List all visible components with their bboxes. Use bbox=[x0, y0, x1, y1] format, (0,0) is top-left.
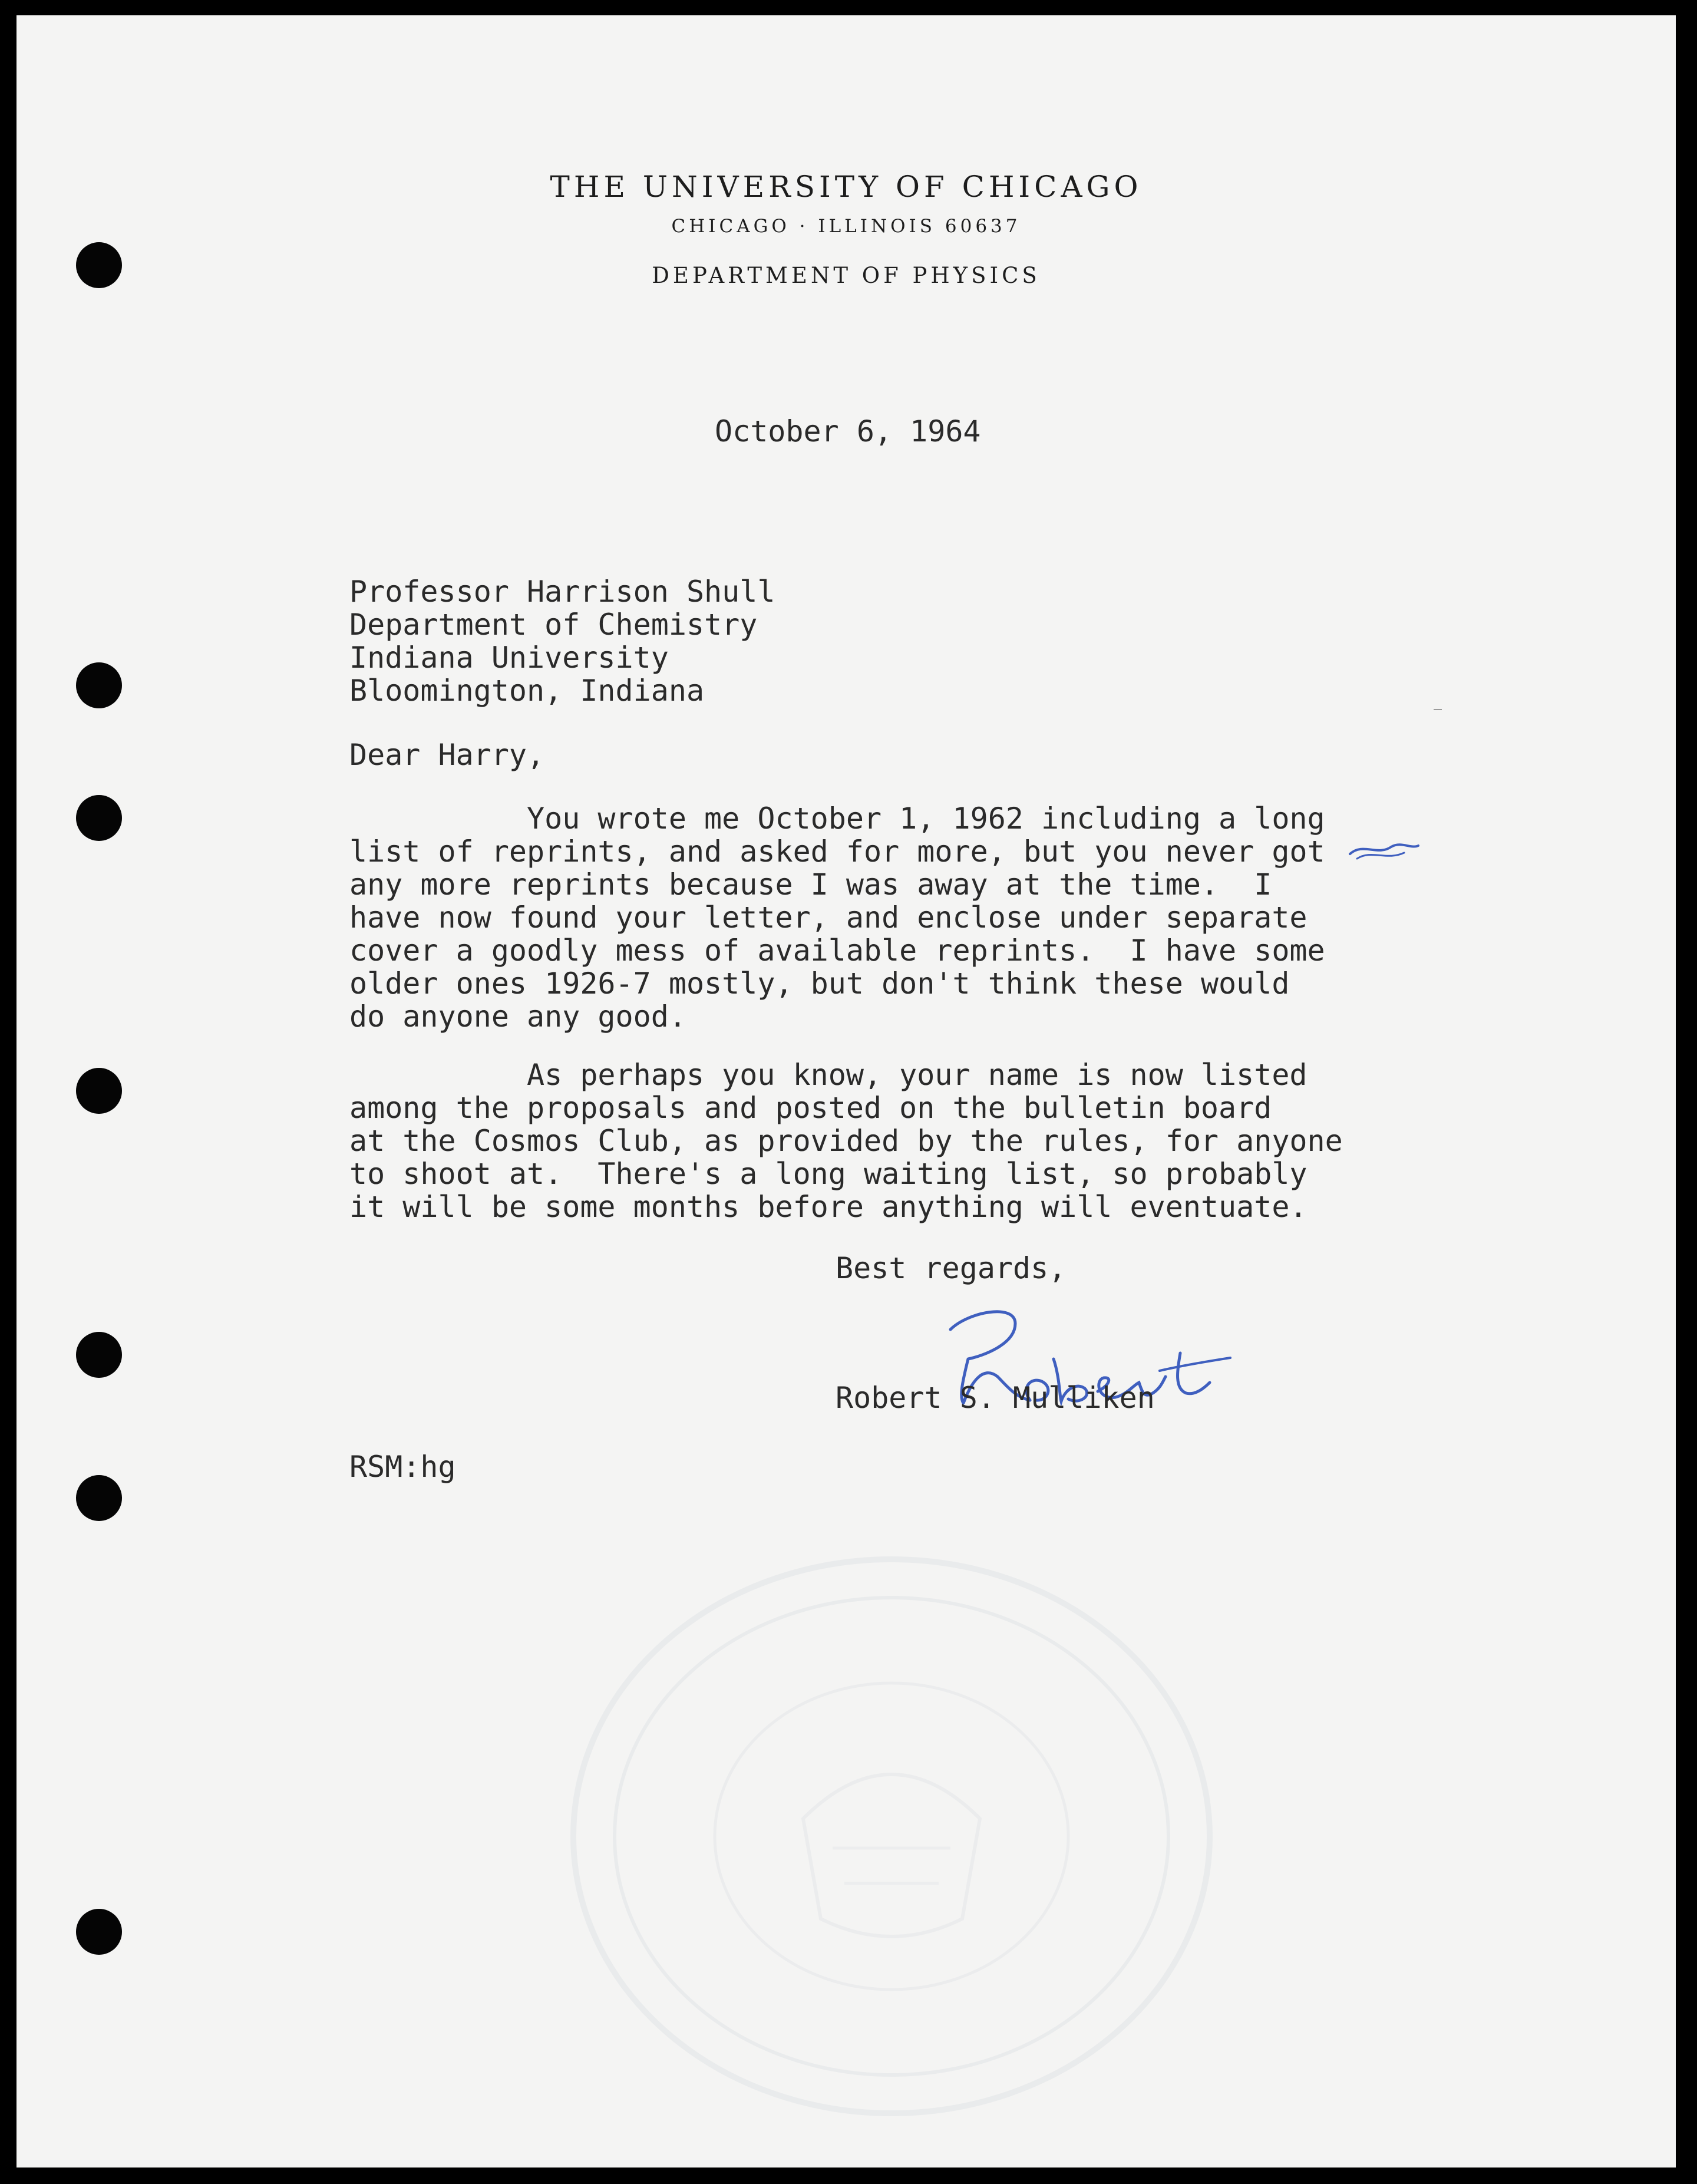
punch-hole bbox=[76, 1068, 122, 1114]
body-line: As perhaps you know, your name is now listed bbox=[349, 1058, 1308, 1092]
paper-mark bbox=[1434, 709, 1442, 710]
closing: Best regards, bbox=[836, 1251, 1067, 1285]
salutation: Dear Harry, bbox=[349, 738, 545, 772]
body-line: have now found your letter, and enclose under separate bbox=[349, 900, 1308, 935]
letterhead-institution: THE UNIVERSITY OF CHICAGO bbox=[550, 170, 1143, 204]
body-line: any more reprints because I was away at the time. I bbox=[349, 867, 1272, 902]
body-line: it will be some months before anything will eventuate. bbox=[349, 1190, 1308, 1224]
letterhead-department: DEPARTMENT OF PHYSICS bbox=[652, 263, 1041, 288]
signer-name: Robert S. Mulliken bbox=[836, 1381, 1155, 1415]
punch-hole bbox=[76, 662, 122, 708]
reference-initials: RSM:hg bbox=[349, 1450, 456, 1484]
punch-hole bbox=[76, 1332, 122, 1378]
punch-hole bbox=[76, 1909, 122, 1955]
punch-hole bbox=[76, 1475, 122, 1521]
body-line: older ones 1926-7 mostly, but don't think these would bbox=[349, 966, 1290, 1001]
recipient-institution: Indiana University bbox=[349, 641, 669, 675]
body-line: list of reprints, and asked for more, but you never got bbox=[349, 834, 1325, 869]
body-line: do anyone any good. bbox=[349, 999, 686, 1034]
letterhead-city: CHICAGO · ILLINOIS 60637 bbox=[671, 216, 1021, 237]
body-line: cover a goodly mess of available reprints. I have some bbox=[349, 933, 1325, 968]
body-paragraph-1 bbox=[349, 802, 1325, 1033]
body-line: at the Cosmos Club, as provided by the rules, for anyone bbox=[349, 1124, 1343, 1158]
body-line: among the proposals and posted on the bulletin board bbox=[349, 1091, 1272, 1125]
ink-correction-mark bbox=[1345, 832, 1422, 867]
recipient-address bbox=[349, 575, 775, 707]
letter-page bbox=[16, 15, 1676, 2167]
recipient-name: Professor Harrison Shull bbox=[349, 575, 775, 609]
punch-hole bbox=[76, 795, 122, 841]
recipient-department: Department of Chemistry bbox=[349, 608, 758, 642]
letter-date: October 6, 1964 bbox=[715, 414, 981, 448]
university-seal-watermark bbox=[550, 1542, 1233, 2131]
recipient-city: Bloomington, Indiana bbox=[349, 674, 705, 708]
body-line: You wrote me October 1, 1962 including a long bbox=[349, 801, 1325, 836]
body-paragraph-2 bbox=[349, 1058, 1343, 1223]
body-line: to shoot at. There's a long waiting list, so probably bbox=[349, 1157, 1308, 1191]
